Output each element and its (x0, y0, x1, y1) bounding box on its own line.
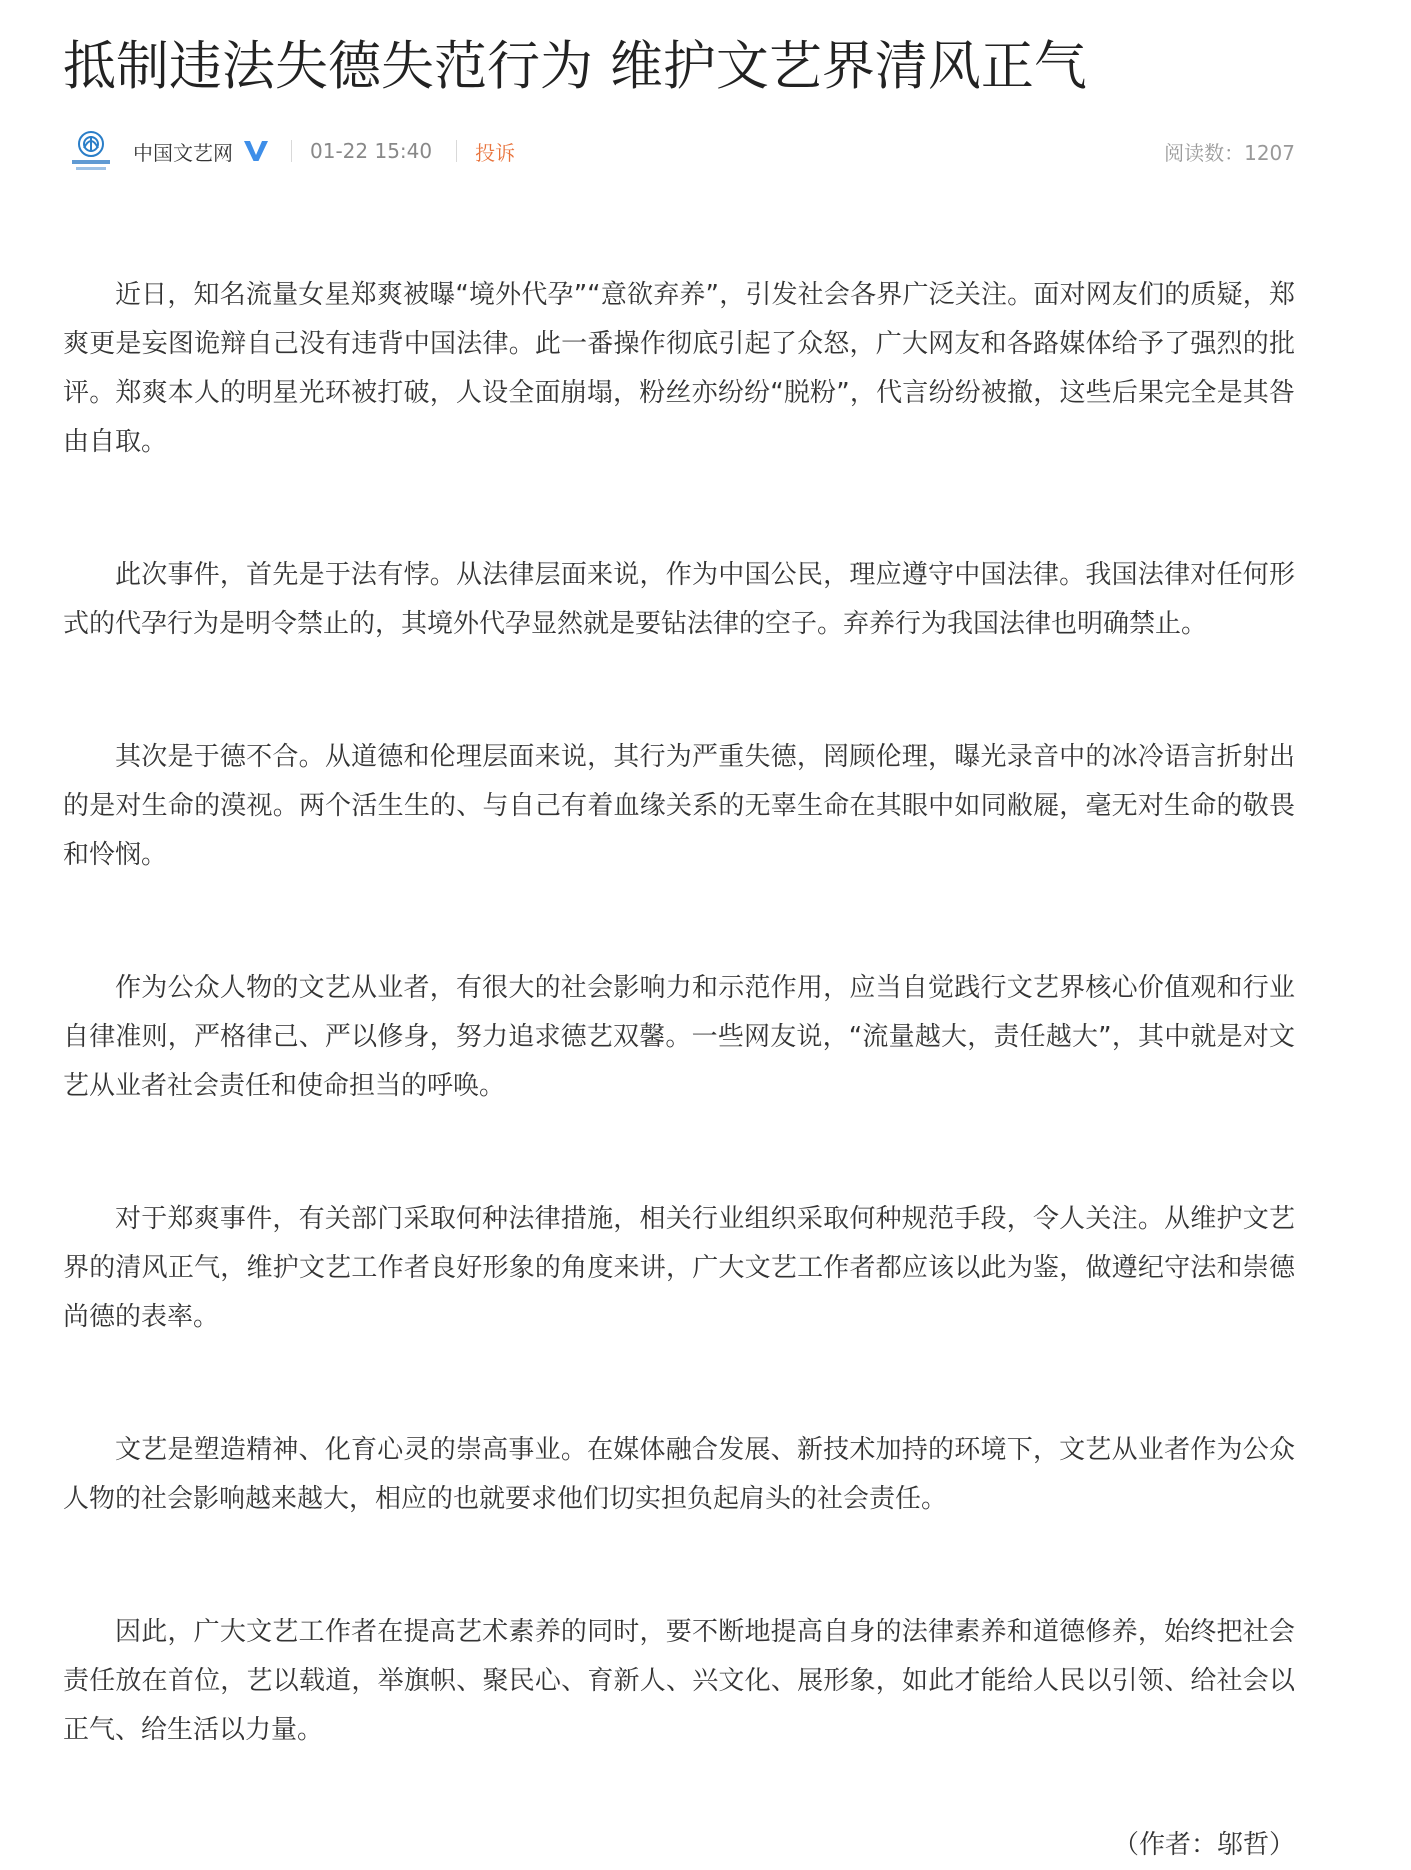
meta-divider (456, 140, 457, 162)
china-literature-art-logo-icon (64, 124, 118, 178)
read-count: 阅读数：1207 (1164, 140, 1295, 165)
complain-link[interactable]: 投诉 (475, 140, 516, 165)
author-avatar[interactable] (63, 123, 119, 179)
author-name[interactable]: 中国文艺网 (133, 140, 233, 165)
author-signature: （作者：邬哲） (1112, 1830, 1295, 1860)
paragraph: 文艺是塑造精神、化育心灵的崇高事业。在媒体融合发展、新技术加持的环境下，文艺从业者作为公众人物的社会影响越来越大，相应的也就要求他们切实担负起肩头的社会责任。 (63, 1435, 1295, 1514)
verified-v-icon (243, 137, 271, 165)
paragraph: 对于郑爽事件，有关部门采取何种法律措施，相关行业组织采取何种规范手段，令人关注。从维护文艺界的清风正气，维护文艺工作者良好形象的角度来讲，广大文艺工作者都应该以此为鉴，做遵纪守法和崇德尚德的表率。 (63, 1204, 1295, 1332)
article-meta (63, 121, 1295, 181)
paragraph: 其次是于德不合。从道德和伦理层面来说，其行为严重失德，罔顾伦理，曝光录音中的冰冷语言折射出的是对生命的漠视。两个活生生的、与自己有着血缘关系的无辜生命在其眼中如同敝屣，毫无对生命的敬畏和怜悯。 (63, 742, 1295, 870)
paragraph: 作为公众人物的文艺从业者，有很大的社会影响力和示范作用，应当自觉践行文艺界核心价值观和行业自律准则，严格律己、严以修身，努力追求德艺双馨。一些网友说，“流量越大，责任越大”，其中就是对文艺从业者社会责任和使命担当的呼唤。 (63, 973, 1295, 1101)
publish-time: 01-22 15:40 (310, 139, 433, 163)
meta-divider (291, 140, 292, 162)
paragraph: 此次事件，首先是于法有悖。从法律层面来说，作为中国公民，理应遵守中国法律。我国法律对任何形式的代孕行为是明令禁止的，其境外代孕显然就是要钻法律的空子。弃养行为我国法律也明确禁止。 (63, 560, 1295, 639)
paragraph: 因此，广大文艺工作者在提高艺术素养的同时，要不断地提高自身的法律素养和道德修养，始终把社会责任放在首位，艺以载道，举旗帜、聚民心、育新人、兴文化、展形象，如此才能给人民以引领、给社会以正气、给生活以力量。 (63, 1617, 1295, 1745)
article (63, 0, 1295, 1870)
article-title: 抵制违法失德失范行为 维护文艺界清风正气 (63, 36, 1087, 97)
article-body (63, 271, 1295, 1870)
paragraph: 近日，知名流量女星郑爽被曝“境外代孕”“意欲弃养”，引发社会各界广泛关注。面对网友们的质疑，郑爽更是妄图诡辩自己没有违背中国法律。此一番操作彻底引起了众怒，广大网友和各路媒体给予了强烈的批评。郑爽本人的明星光环被打破，人设全面崩塌，粉丝亦纷纷“脱粉”，代言纷纷被撤，这些后果完全是其咎由自取。 (63, 280, 1295, 457)
